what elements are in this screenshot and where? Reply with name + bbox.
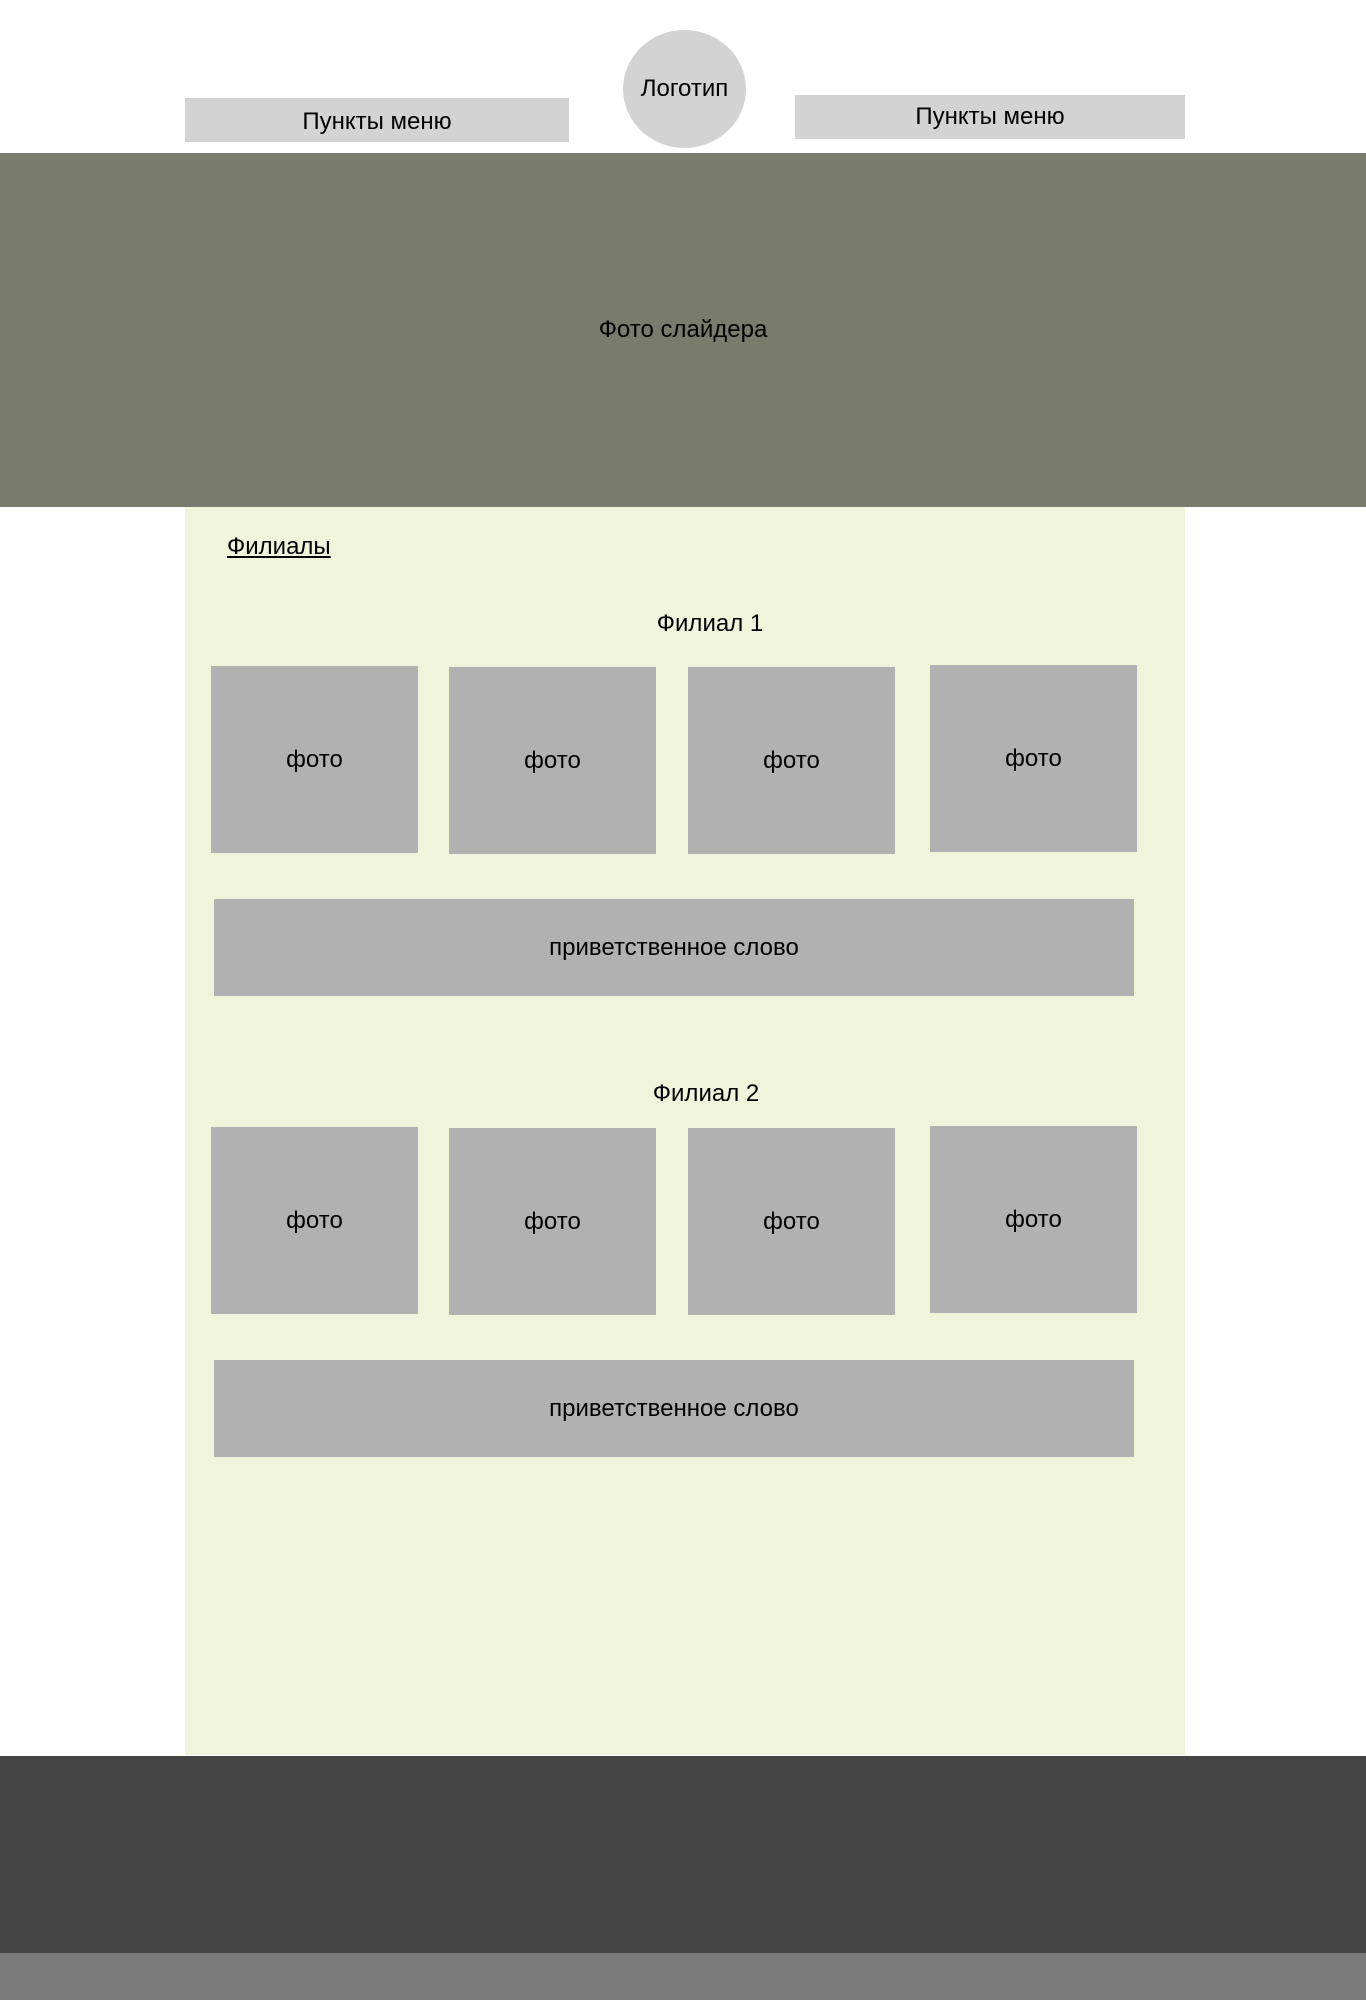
branch-2-photo-2[interactable]: фото <box>449 1128 656 1315</box>
slider-label: Фото слайдера <box>598 316 768 343</box>
branches-link[interactable]: Филиалы <box>227 533 331 560</box>
bottom-bar <box>0 1953 1366 2000</box>
branch-2-photo-1[interactable]: фото <box>211 1127 418 1314</box>
menu-items-left[interactable]: Пункты меню <box>185 98 569 142</box>
branch-2-title: Филиал 2 <box>652 1080 760 1107</box>
branch-2-welcome: приветственное слово <box>214 1360 1134 1457</box>
slider-photo[interactable] <box>0 153 1366 507</box>
menu-items-right[interactable]: Пункты меню <box>795 95 1185 139</box>
footer <box>0 1756 1366 1953</box>
logo[interactable]: Логотип <box>623 30 746 148</box>
branch-1-photo-1[interactable]: фото <box>211 666 418 853</box>
branch-1-welcome: приветственное слово <box>214 899 1134 996</box>
branch-1-title: Филиал 1 <box>656 610 764 637</box>
branch-1-photo-4[interactable]: фото <box>930 665 1137 852</box>
branch-1-photo-2[interactable]: фото <box>449 667 656 854</box>
branch-2-photo-4[interactable]: фото <box>930 1126 1137 1313</box>
branch-2-photo-3[interactable]: фото <box>688 1128 895 1315</box>
branch-1-photo-3[interactable]: фото <box>688 667 895 854</box>
